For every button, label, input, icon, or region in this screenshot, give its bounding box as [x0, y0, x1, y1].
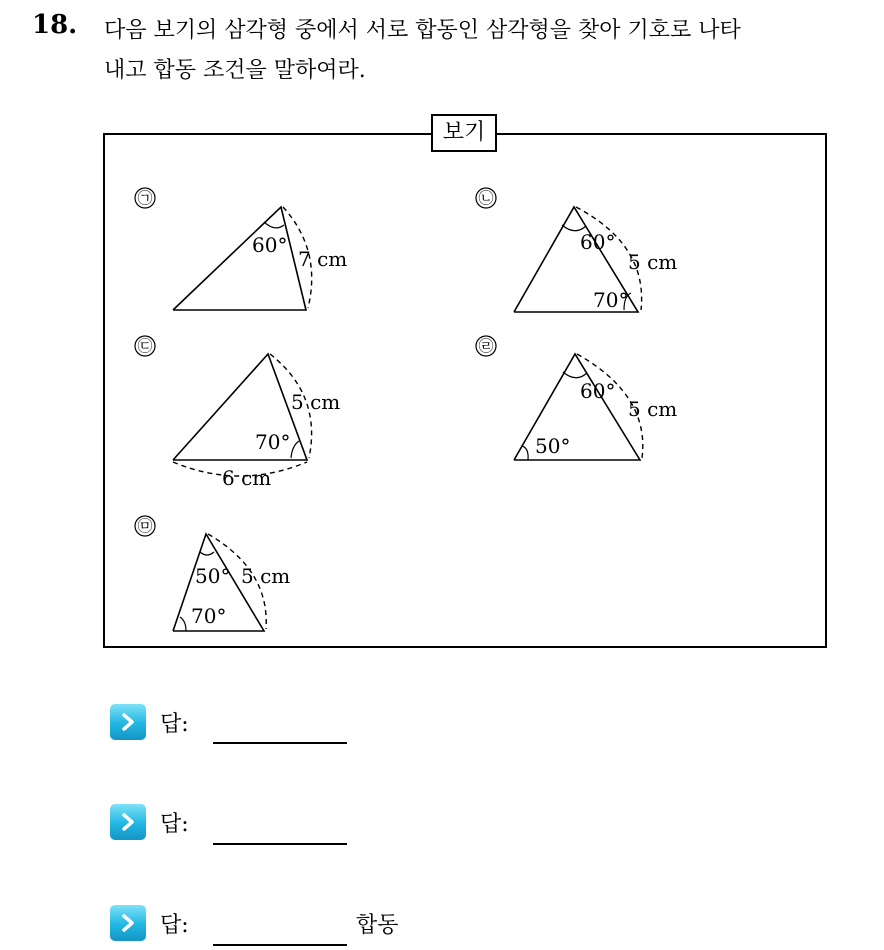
answer-label: 답: [160, 711, 189, 737]
side-label: 5 cm [628, 397, 678, 421]
answer-row-1 [110, 702, 189, 742]
angle-arc [180, 617, 186, 631]
triangle-a [135, 188, 347, 310]
side-label: 5 cm [241, 564, 291, 588]
angle-arc [291, 441, 299, 458]
triangle-e [135, 516, 290, 631]
angle-label: 60° [580, 230, 616, 254]
angle-arc [264, 222, 284, 228]
answer-label: 답: [160, 912, 189, 938]
item-mark: ㉢ [137, 337, 153, 355]
question-text-line1: 다음 보기의 삼각형 중에서 서로 합동인 삼각형을 찾아 기호로 나타 [104, 18, 741, 43]
triangle-d [476, 336, 677, 460]
angle-label: 70° [255, 430, 291, 454]
answer-row-2 [110, 802, 189, 842]
chevron-right-icon [110, 905, 146, 941]
triangle-c [135, 336, 340, 490]
side-label: 5 cm [291, 390, 341, 414]
answer-label: 답: [160, 811, 189, 837]
question-text-line2: 내고 합동 조건을 말하여라. [104, 58, 366, 83]
item-mark: ㉠ [137, 189, 153, 207]
chevron-right-icon [110, 804, 146, 840]
triangle-shape [514, 354, 640, 460]
answer-blank-3[interactable] [213, 944, 347, 946]
angle-label: 60° [252, 233, 288, 257]
answer-suffix: 합동 [356, 913, 399, 938]
item-mark: ㉣ [478, 337, 494, 355]
answer-blank-1[interactable] [213, 742, 347, 744]
angle-label: 50° [535, 434, 571, 458]
answer-row-3 [110, 903, 189, 943]
answer-blank-2[interactable] [213, 843, 347, 845]
item-mark: ㉡ [478, 189, 494, 207]
angle-label: 70° [191, 604, 227, 628]
triangle-shape [173, 207, 306, 310]
angle-label: 70° [593, 288, 629, 312]
angle-label: 60° [580, 379, 616, 403]
angle-arc [522, 446, 528, 460]
angle-arc [563, 372, 587, 378]
question-number: 18. [32, 10, 78, 40]
base-label: 6 cm [222, 466, 272, 490]
triangle-b [476, 188, 677, 312]
side-label: 5 cm [628, 250, 678, 274]
side-label: 7 cm [298, 247, 348, 271]
item-mark: ㉤ [137, 517, 153, 535]
example-box-title: 보기 [431, 114, 497, 152]
angle-arc [200, 552, 214, 555]
chevron-right-icon [110, 704, 146, 740]
angle-label: 50° [195, 564, 231, 588]
